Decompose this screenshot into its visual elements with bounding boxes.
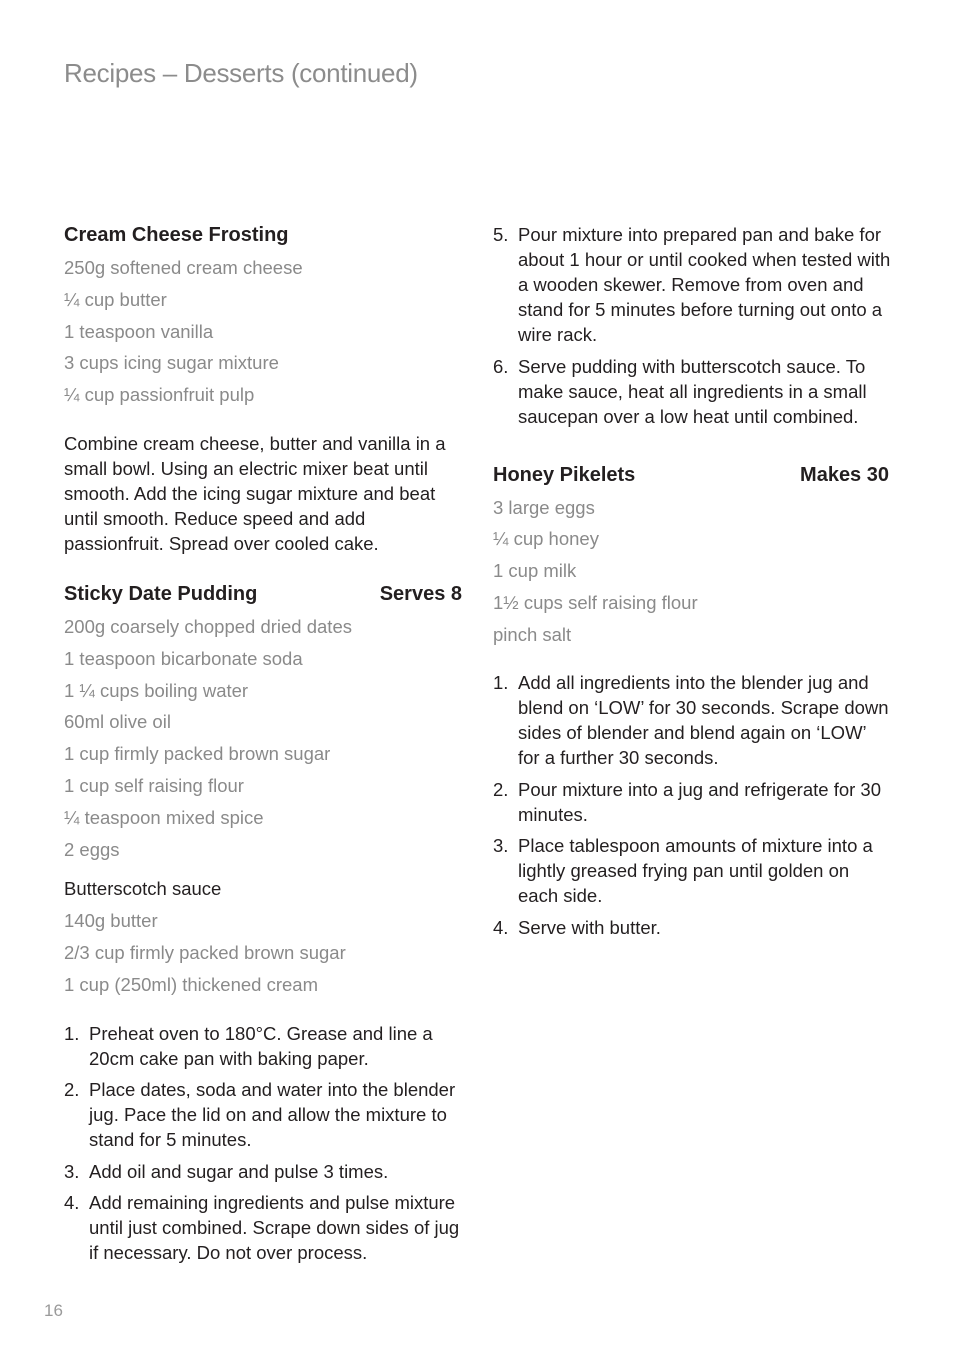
- step-text: Add remaining ingredients and pulse mixture until just combined. Scrape down sides of jug if necessary. Do not over process.: [89, 1192, 460, 1264]
- step-text: Serve pudding with butterscotch sauce. To make sauce, heat all ingredients in a small saucepan over a low heat until combined.: [518, 355, 867, 427]
- ingredient-item: ¼ cup butter: [64, 288, 167, 310]
- step-text: Pour mixture into a jug and refrigerate for 30 minutes.: [518, 778, 881, 825]
- step-number: 1.: [493, 672, 509, 694]
- step-number: 2.: [493, 778, 509, 800]
- ingredient-item: ¼ teaspoon mixed spice: [64, 806, 264, 828]
- recipe-title: Sticky Date Pudding: [64, 582, 258, 605]
- ingredient-item: 1 cup milk: [493, 560, 577, 582]
- step-number: 5.: [493, 224, 509, 245]
- step-item: [64, 1159, 462, 1184]
- ingredient-item: ¼ cup honey: [493, 528, 599, 550]
- cream-cheese-frosting-method: Combine cream cheese, butter and vanilla in a small bowl. Using an electric mixer beat until smooth. Add the icing sugar mixture and beat until smooth. Reduce speed and add passionfruit. Spread over cooled cake.: [64, 432, 446, 554]
- ingredient-item: 1½ cups self raising flour: [493, 591, 698, 613]
- step-item: [64, 1077, 462, 1152]
- step-item: [493, 670, 891, 770]
- step-number: 4.: [64, 1192, 80, 1214]
- step-number: 1.: [64, 1022, 80, 1044]
- ingredient-item: 200g coarsely chopped dried dates: [64, 615, 352, 637]
- page-title: Recipes – Desserts (continued): [64, 58, 418, 88]
- honey-pikelets-ingredients: [493, 492, 891, 651]
- sauce-subheading: Butterscotch sauce: [64, 878, 222, 900]
- cream-cheese-frosting-heading: [64, 222, 462, 248]
- ingredient-item: 3 large eggs: [493, 496, 595, 518]
- sticky-date-pudding-steps: [64, 1021, 462, 1266]
- ingredient-item: 2/3 cup firmly packed brown sugar: [64, 942, 346, 964]
- ingredient-item: 1 cup self raising flour: [64, 774, 244, 796]
- step-text: Place tablespoon amounts of mixture into a lightly greased frying pan until golden on each side.: [518, 835, 873, 907]
- step-item: [64, 1190, 462, 1265]
- makes-label: Makes 30: [800, 463, 889, 486]
- step-number: 3.: [64, 1160, 80, 1182]
- ingredient-item: 3 cups icing sugar mixture: [64, 352, 279, 374]
- left-column: [64, 222, 462, 1272]
- step-number: 3.: [493, 835, 509, 857]
- recipe-title: Honey Pikelets: [493, 463, 636, 486]
- step-text: Serve with butter.: [518, 916, 661, 938]
- step-number: 6.: [493, 355, 509, 377]
- honey-pikelets-steps: [493, 670, 891, 940]
- step-item: [64, 1021, 462, 1071]
- ingredient-item: pinch salt: [493, 623, 572, 645]
- ingredient-item: 250g softened cream cheese: [64, 257, 303, 278]
- ingredient-item: 2 eggs: [64, 838, 120, 860]
- ingredient-item: 140g butter: [64, 910, 158, 932]
- step-number: 2.: [64, 1079, 80, 1101]
- ingredient-item: 1 ¼ cups boiling water: [64, 679, 249, 701]
- honey-pikelets-heading: [493, 462, 889, 488]
- right-column: [493, 222, 891, 946]
- ingredient-item: 1 cup (250ml) thickened cream: [64, 973, 318, 995]
- ingredient-item: 1 teaspoon vanilla: [64, 320, 214, 342]
- recipe-title: Cream Cheese Frosting: [64, 224, 289, 246]
- step-item: [493, 222, 891, 347]
- serves-label: Serves 8: [379, 582, 462, 605]
- step-text: Pour mixture into prepared pan and bake for about 1 hour or until cooked when tested with a wooden skewer. Remove from oven and stand for 5 minutes before turning out onto a wire rack.: [518, 224, 891, 345]
- sticky-date-pudding-steps-continued: [493, 222, 891, 429]
- step-text: Preheat oven to 180°C. Grease and line a 20cm cake pan with baking paper.: [89, 1022, 433, 1069]
- step-text: Place dates, soda and water into the blender jug. Pace the lid on and allow the mixture to stand for 5 minutes.: [89, 1079, 456, 1151]
- step-item: [493, 915, 891, 940]
- ingredient-item: 1 teaspoon bicarbonate soda: [64, 647, 303, 669]
- step-text: Add oil and sugar and pulse 3 times.: [89, 1160, 389, 1182]
- step-item: [493, 777, 891, 827]
- ingredient-item: 1 cup firmly packed brown sugar: [64, 743, 331, 765]
- sticky-date-pudding-ingredients: [64, 611, 462, 865]
- step-item: [493, 354, 891, 429]
- step-number: 4.: [493, 916, 509, 938]
- ingredient-item: 60ml olive oil: [64, 711, 171, 733]
- ingredient-item: ¼ cup passionfruit pulp: [64, 384, 255, 406]
- cream-cheese-frosting-ingredients: [64, 252, 462, 411]
- page-number: 16: [44, 1301, 63, 1320]
- sticky-date-pudding-heading: [64, 581, 462, 607]
- step-item: [493, 833, 891, 908]
- sauce-ingredients: [64, 905, 462, 1000]
- step-text: Add all ingredients into the blender jug and blend on ‘LOW’ for 30 seconds. Scrape down sides of blender and blend again on ‘LOW’ for a further 30 seconds.: [518, 672, 889, 769]
